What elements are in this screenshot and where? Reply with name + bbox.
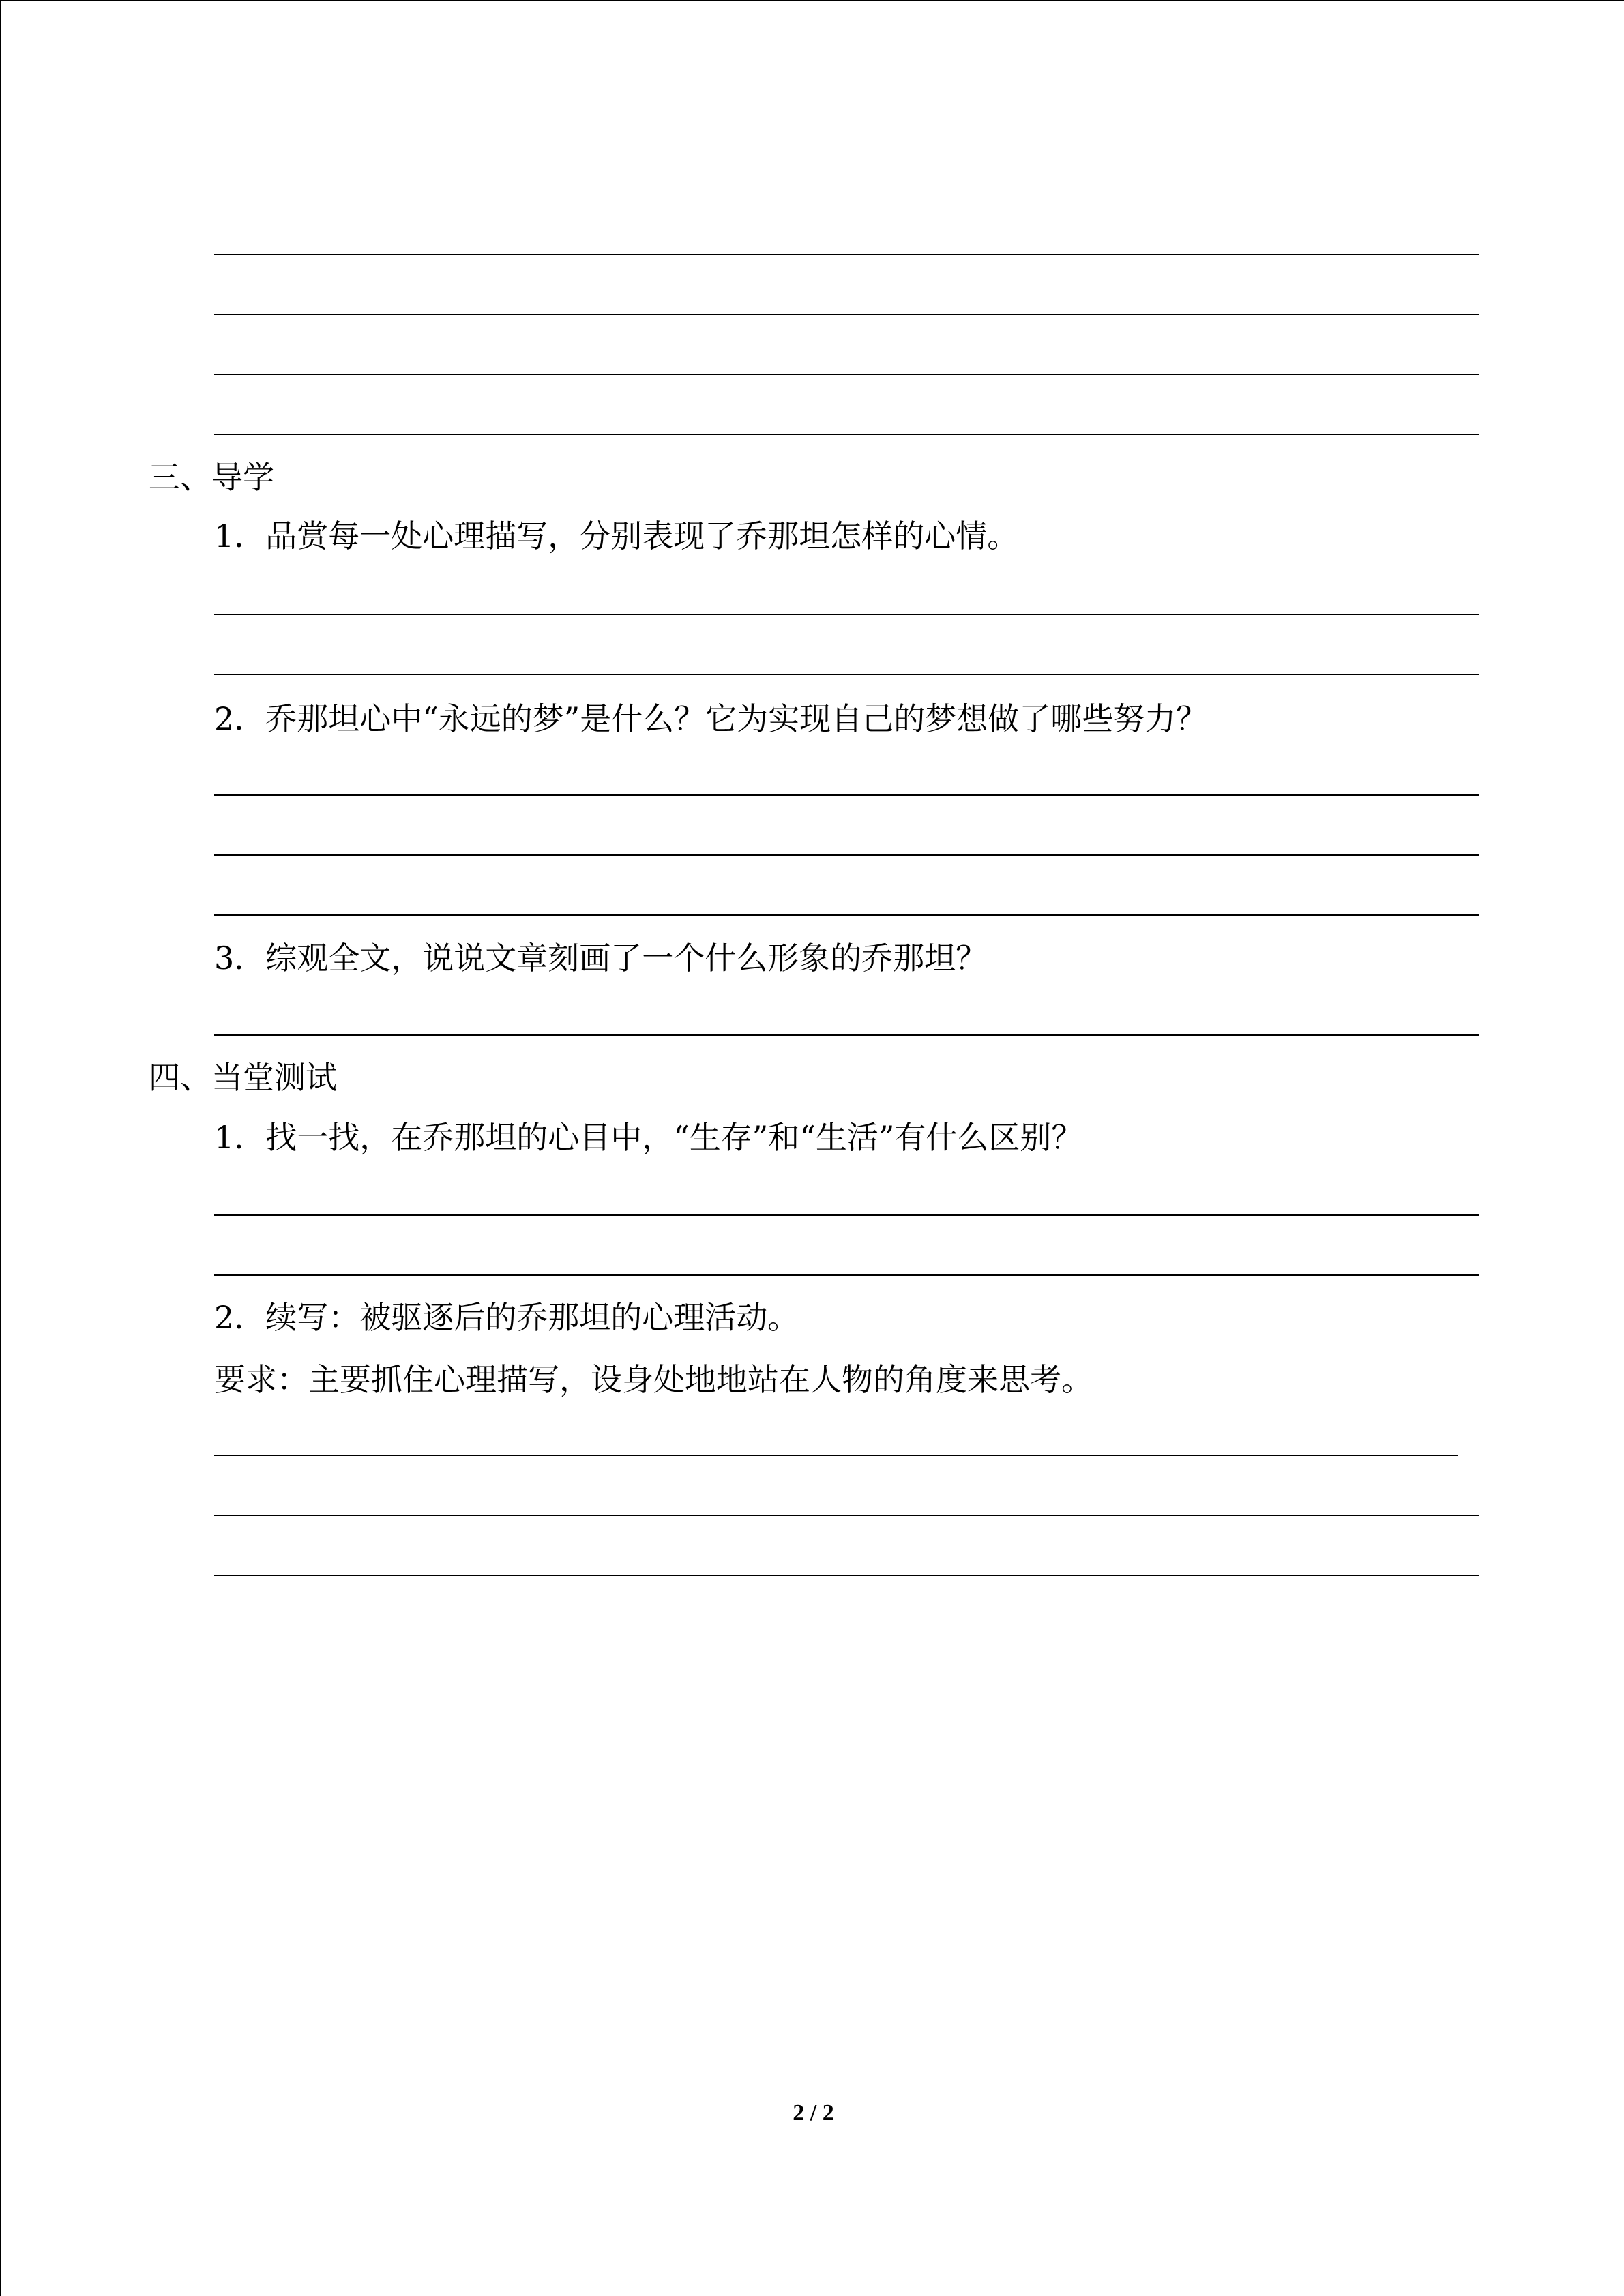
answer-line: [214, 374, 1479, 375]
question-text: 1．品赏每一处心理描写，分别表现了乔那坦怎样的心情。: [214, 518, 1019, 554]
answer-line: [214, 914, 1479, 916]
page-number: 2 / 2: [793, 2100, 834, 2126]
answer-line: [214, 1034, 1479, 1036]
answer-line: [214, 1515, 1479, 1516]
question-text: 2．乔那坦心中“永远的梦”是什么？它为实现自己的梦想做了哪些努力？: [214, 700, 1208, 737]
answer-line: [214, 674, 1479, 675]
section-heading-guided-study: 三、导学: [149, 459, 274, 496]
answer-line: [214, 254, 1479, 255]
requirement-text: 要求：主要抓住心理描写，设身处地地站在人物的角度来思考。: [214, 1361, 1093, 1398]
section-heading-class-test: 四、当堂测试: [149, 1059, 337, 1096]
answer-line: [214, 794, 1479, 796]
answer-line: [214, 1575, 1479, 1576]
answer-line: [214, 854, 1479, 856]
answer-line: [214, 434, 1479, 435]
answer-line: [214, 1214, 1479, 1216]
answer-line: [214, 314, 1479, 315]
question-text: 2．续写：被驱逐后的乔那坦的心理活动。: [214, 1299, 799, 1336]
question-text: 1．找一找，在乔那坦的心目中，“生存”和“生活”有什么区别？: [214, 1119, 1083, 1156]
answer-line: [214, 1455, 1458, 1456]
answer-line: [214, 1274, 1479, 1276]
answer-line: [214, 614, 1479, 615]
question-text: 3．综观全文，说说文章刻画了一个什么形象的乔那坦？: [214, 940, 988, 976]
